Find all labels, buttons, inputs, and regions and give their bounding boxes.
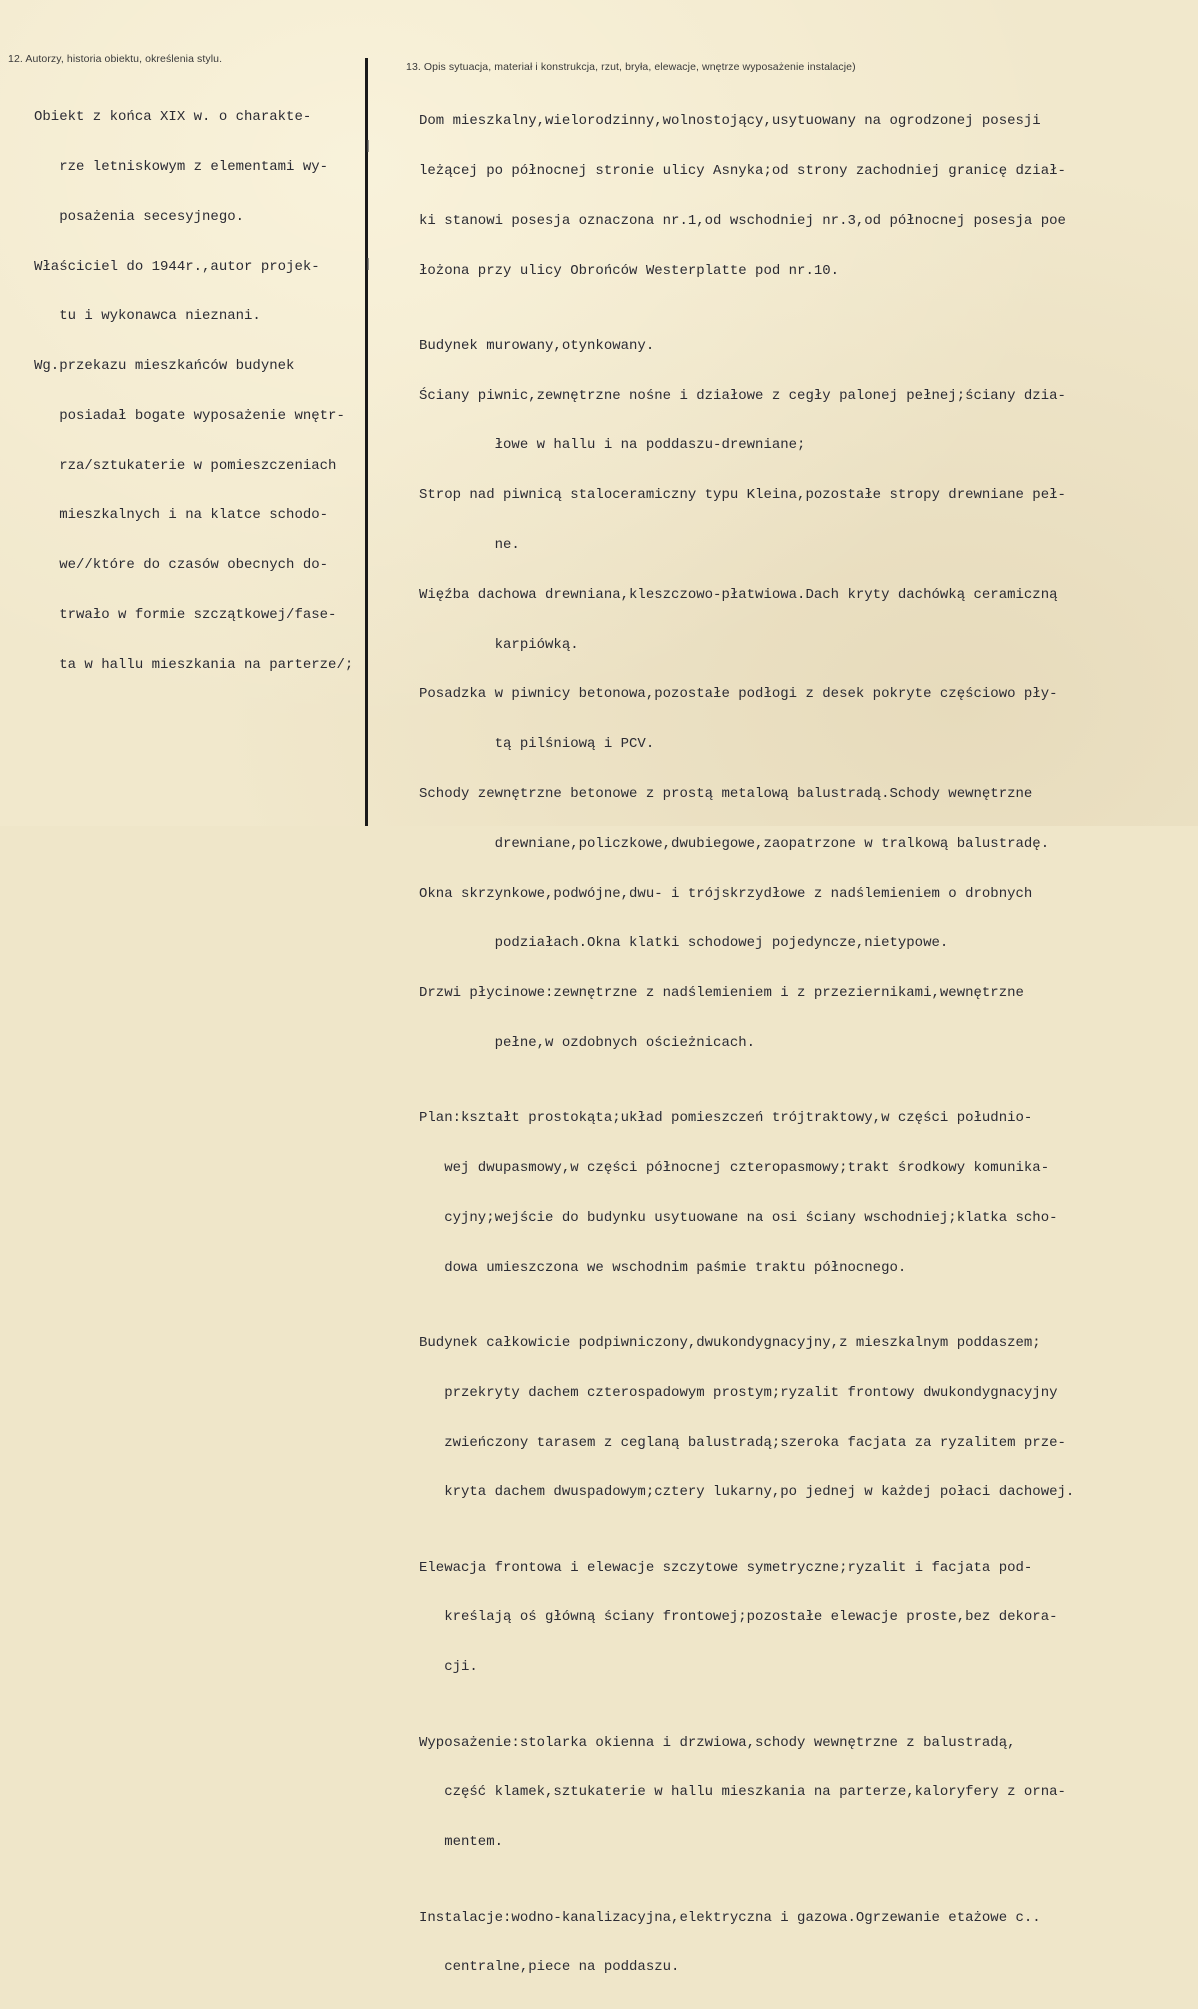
text-line: Obiekt z końca XIX w. o charakte-	[34, 109, 312, 126]
text-line: we//które do czasów obecnych do-	[34, 557, 329, 574]
text-line: tą pilśniową i PCV.	[419, 736, 655, 753]
text-line: ki stanowi posesja oznaczona nr.1,od wschodniej nr.3,od północnej posesja poe	[419, 212, 1066, 229]
text-line: Elewacja frontowa i elewacje szczytowe symetryczne;ryzalit i facjata pod-	[419, 1559, 1033, 1576]
text-line: pełne,w ozdobnych ościeżnicach.	[419, 1034, 756, 1051]
text-line: rza/sztukaterie w pomieszczeniach	[34, 457, 337, 474]
text-line: posiadał bogate wyposażenie wnętr-	[34, 407, 345, 424]
text-line: drewniane,policzkowe,dwubiegowe,zaopatrzone w tralkową balustradę.	[419, 835, 1050, 852]
text-line: Dom mieszkalny,wielorodzinny,wolnostojący,usytuowany na ogrodzonej posesji	[419, 113, 1041, 130]
text-line: Budynek murowany,otynkowany.	[419, 337, 655, 354]
text-line: przekryty dachem czterospadowym prostym;ryzalit frontowy dwukondygnacyjny	[419, 1384, 1058, 1401]
text-line: mieszkalnych i na klatce schodo-	[34, 507, 329, 524]
text-line: centralne,piece na poddaszu.	[419, 1959, 680, 1976]
text-line: rze letniskowym z elementami wy-	[34, 158, 329, 175]
right-section-header: 13. Opis sytuacja, materiał i konstrukcja, rzut, bryła, elewacje, wnętrze wyposażenie instalacje)	[406, 61, 856, 73]
text-line: Posadzka w piwnicy betonowa,pozostałe podłogi z desek pokryte częściowo pły-	[419, 686, 1058, 703]
text-line: karpiówką.	[419, 636, 579, 653]
text-line: ne.	[419, 537, 520, 554]
text-line: Wyposażenie:stolarka okienna i drzwiowa,schody wewnętrzne z balustradą,	[419, 1734, 1016, 1751]
pencil-mark	[367, 140, 369, 152]
text-line: Instalacje:wodno-kanalizacyjna,elektryczna i gazowa.Ogrzewanie etażowe c..	[419, 1909, 1041, 1926]
text-line: cyjny;wejście do budynku usytuowane na osi ściany wschodniej;klatka scho-	[419, 1209, 1058, 1226]
text-line: Strop nad piwnicą staloceramiczny typu Kleina,pozostałe stropy drewniane peł-	[419, 487, 1066, 504]
text-line: ta w hallu mieszkania na parterze/;	[34, 656, 354, 673]
text-line: wej dwupasmowy,w części północnej czteropasmowy;trakt środkowy komunika-	[419, 1160, 1050, 1176]
text-line: dowa umieszczona we wschodnim paśmie traktu północnego.	[419, 1259, 907, 1276]
text-line: łowe w hallu i na poddaszu-drewniane;	[419, 437, 806, 454]
right-column-text	[419, 80, 1074, 2009]
text-line: kreślają oś główną ściany frontowej;pozostałe elewacje proste,bez dekora-	[419, 1609, 1058, 1626]
text-line: posażenia secesyjnego.	[34, 208, 245, 225]
text-line: Plan:kształt prostokąta;układ pomieszczeń trójtraktowy,w części południo-	[419, 1110, 1033, 1127]
text-line: cji.	[419, 1659, 478, 1676]
pencil-mark	[367, 258, 369, 270]
text-line: Schody zewnętrzne betonowe z prostą metalową balustradą.Schody wewnętrzne	[419, 785, 1033, 802]
text-line: Ściany piwnic,zewnętrzne nośne i działowe z cegły palonej pełnej;ściany dzia-	[419, 387, 1066, 404]
text-line: podziałach.Okna klatki schodowej pojedyncze,nietypowe.	[419, 935, 949, 952]
text-line: leżącej po północnej stronie ulicy Asnyka;od strony zachodniej granicę dział-	[419, 162, 1066, 179]
text-line: tu i wykonawca nieznani.	[34, 308, 261, 325]
text-line: mentem.	[419, 1834, 504, 1851]
text-line: zwieńczony tarasem z ceglaną balustradą;szeroka facjata za ryzalitem prze-	[419, 1434, 1066, 1451]
left-column-text	[34, 76, 353, 707]
text-line: Budynek całkowicie podpiwniczony,dwukondygnacyjny,z mieszkalnym poddaszem;	[419, 1334, 1041, 1351]
column-divider	[365, 58, 368, 826]
text-line: Więźba dachowa drewniana,kleszczowo-płatwiowa.Dach kryty dachówką ceramiczną	[419, 586, 1058, 603]
text-line: Okna skrzynkowe,podwójne,dwu- i trójskrzydłowe z nadślemieniem o drobnych	[419, 885, 1033, 902]
text-line: kryta dachem dwuspadowym;cztery lukarny,po jednej w każdej połaci dachowej.	[419, 1484, 1075, 1501]
text-line: łożona przy ulicy Obrońców Westerplatte pod nr.10.	[419, 262, 840, 279]
text-line: Wg.przekazu mieszkańców budynek	[34, 358, 295, 375]
text-line: Drzwi płycinowe:zewnętrzne z nadślemieniem i z przeziernikami,wewnętrzne	[419, 985, 1024, 1002]
text-line: trwało w formie szczątkowej/fase-	[34, 607, 337, 623]
text-line: część klamek,sztukaterie w hallu mieszkania na parterze,kaloryfery z orna-	[419, 1784, 1066, 1801]
text-line: Właściciel do 1944r.,autor projek-	[34, 258, 320, 275]
left-section-header: 12. Autorzy, historia obiektu, określenia stylu.	[8, 53, 223, 65]
